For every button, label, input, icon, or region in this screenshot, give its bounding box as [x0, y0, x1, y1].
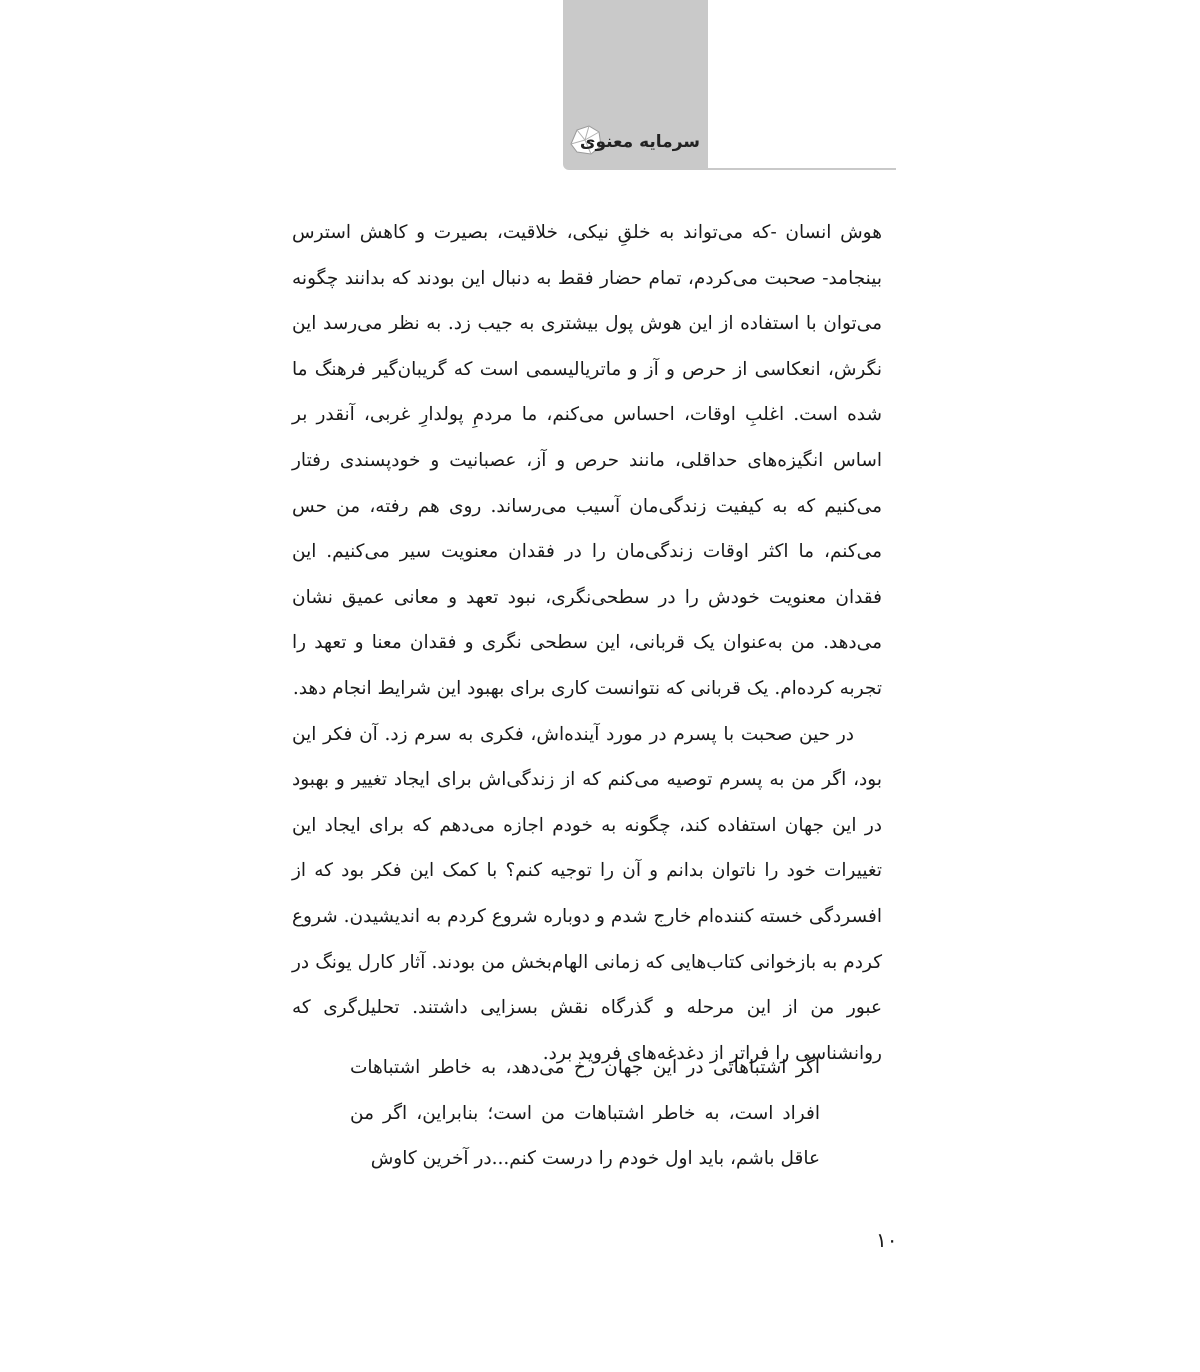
paragraph-2: در حین صحبت با پسرم در مورد آینده‌اش، فکری به سرم زد. آن فکر این بود، اگر من به پسرم توصیه می‌کنم که از زندگی‌اش برای ایجاد تغییر و بهبود در این جهان استفاده کند، چگونه به خودم اجازه می‌دهم که برای ایجاد این تغییرات خود را ناتوان بدانم و آن را توجیه کنم؟ با کمک این فکر بود که از افسردگی خسته کننده‌ام خارج شدم و دوباره شروع کردم به اندیشیدن. شروع کردم به بازخوانی کتاب‌هایی که زمانی الهام‌بخش من بودند. آثار کارل یونگ در عبور من از این مرحله و گذرگاه نقش بسزایی داشتند. تحلیل‌گری که روانشناسی را فراتر از دغدغه‌های فروید برد.: [292, 723, 882, 1064]
header-rule: [708, 168, 896, 170]
page-number: ۱۰: [876, 1228, 898, 1252]
paragraph-1: هوش انسان -که می‌تواند به خلقِ نیکی، خلاقیت، بصیرت و کاهش استرس بینجامد- صحبت می‌کردم، تمام حضار فقط به دنبال این بودند که بدانند چگونه می‌توان با استفاده از این هوش پول بیشتری به جیب زد. به نظر می‌رسد این نگرش، انعکاسی از حرص و آز و ماتریالیسمی است که گریبان‌گیر فرهنگ ما شده است. اغلبِ اوقات، احساس می‌کنم، ما مردمِ پولدارِ غربی، آنقدر بر اساس انگیزه‌های حداقلی، مانند حرص و آز، عصبانیت و خودپسندی رفتار می‌کنیم که به کیفیت زندگی‌مان آسیب می‌رساند. روی هم رفته، من حس می‌کنم، ما اکثر اوقات زندگی‌مان را در فقدان معنویت سیر می‌کنیم. این فقدان معنویت خودش را در سطحی‌نگری، نبود تعهد و معانی عمیق نشان می‌دهد. من به‌عنوان یک قربانی، این سطحی نگری و فقدان معنا و تعهد را تجربه کرده‌ام. یک قربانی که نتوانست کاری برای بهبود این شرایط انجام دهد.: [292, 222, 882, 699]
block-quote: [350, 1045, 820, 1182]
book-title: سرمایه معنوی: [579, 132, 700, 152]
body-text: [292, 210, 882, 1076]
quote-text: اگر اشتباهاتی در این جهان رخ می‌دهد، به خاطر اشتباهات افراد است، به خاطر اشتباهات من است؛ بنابراین، اگر من عاقل باشم، باید اول خودم را درست کنم...در آخرین کاوش: [350, 1057, 820, 1170]
running-header-tab: [563, 0, 708, 170]
